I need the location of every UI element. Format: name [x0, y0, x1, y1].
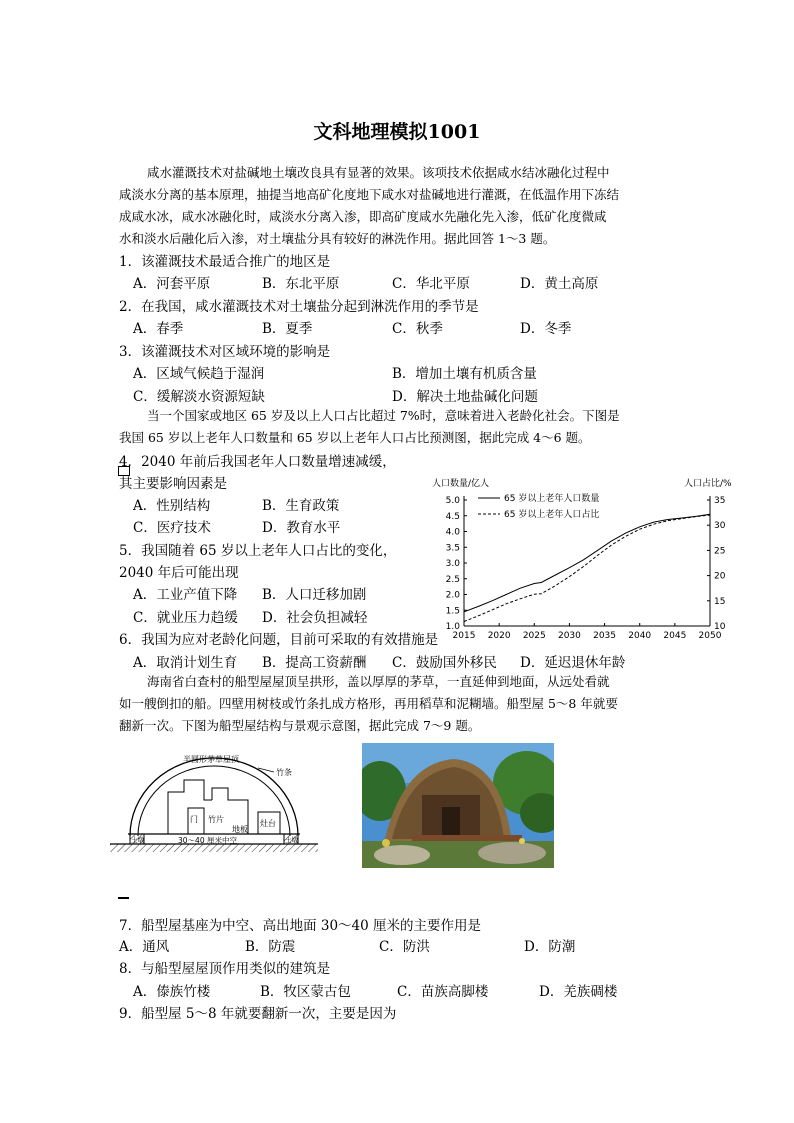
- photo-deck: [412, 835, 522, 841]
- y-right-tick-label: 30: [714, 521, 726, 532]
- label-floor: 地板: [232, 825, 248, 834]
- label-bamboo-strip: 竹条: [276, 768, 292, 777]
- q1-option-b[interactable]: B．东北平原: [262, 276, 340, 292]
- q4-option-d[interactable]: D．教育水平: [262, 520, 341, 536]
- q2-option-c[interactable]: C．秋季: [392, 321, 443, 337]
- y-left-tick-label: 4.0: [445, 527, 460, 538]
- q5-option-a[interactable]: A．工业产值下降: [133, 587, 238, 603]
- label-hollow: 30～40 厘米中空: [178, 836, 237, 845]
- q2-option-d[interactable]: D．冬季: [520, 321, 572, 337]
- y-axis-left-title: 人口数量/亿人: [432, 479, 490, 489]
- intro-2-line-2: 我国 65 岁以上老年人口数量和 65 岁以上老年人口占比预测图，据此完成 4～6 题。: [119, 430, 591, 445]
- x-tick-label: 2045: [663, 631, 687, 641]
- label-door: 门: [190, 815, 198, 824]
- x-tick-label: 2040: [628, 631, 652, 641]
- q7-option-c[interactable]: C．防洪: [379, 939, 430, 955]
- q5-stem-line-1: 5．我国随着 65 岁以上老年人口占比的变化，: [119, 543, 397, 559]
- q1-option-d[interactable]: D．黄土高原: [520, 276, 599, 292]
- legend-label-2: 65 岁以上老年人口占比: [504, 510, 600, 520]
- photo-rocks-right: [478, 842, 546, 864]
- q9-stem: 9．船型屋 5～8 年就要翻新一次，主要是因为: [119, 1006, 397, 1022]
- y-left-tick-label: 5.0: [445, 496, 460, 506]
- boat-house-structure-diagram: [108, 748, 320, 858]
- label-bamboo-piece: 竹片: [208, 815, 224, 824]
- label-stove: 灶台: [260, 819, 276, 828]
- q8-option-c[interactable]: C．苗族高脚楼: [397, 984, 489, 1000]
- y-right-tick-label: 10: [714, 622, 726, 632]
- q8-stem: 8．与船型屋屋顶作用类似的建筑是: [119, 961, 331, 977]
- intro-1-line-1: 咸水灌溉技术对盐碱地土壤改良具有显著的效果。该项技术依据咸水结冰融化过程中: [147, 165, 610, 180]
- photo-flower: [382, 839, 390, 847]
- q7-option-a[interactable]: A．通风: [119, 939, 170, 955]
- y-right-tick-label: 35: [714, 496, 726, 506]
- x-tick-label: 2035: [593, 631, 617, 641]
- q5-option-c[interactable]: C．就业压力趋缓: [133, 610, 238, 626]
- q3-option-a[interactable]: A．区域气候趋于湿润: [133, 366, 265, 382]
- q3-option-d[interactable]: D．解决土地盐碱化问题: [392, 389, 538, 405]
- y-axis-right-title: 人口占比/%: [684, 479, 732, 489]
- label-right-pier: 土墩: [285, 836, 298, 844]
- photo-rocks: [374, 845, 430, 865]
- y-left-tick-label: 2.0: [445, 590, 460, 601]
- q1-stem: 1．该灌溉技术最适合推广的地区是: [119, 254, 331, 270]
- q5-option-d[interactable]: D．社会负担减轻: [262, 610, 368, 626]
- q6-option-d[interactable]: D．延迟退休年龄: [520, 655, 626, 671]
- q7-stem: 7．船型屋基座为中空、高出地面 30～40 厘米的主要作用是: [119, 918, 482, 934]
- y-left-tick-label: 3.0: [445, 559, 460, 569]
- q4-stem-line-1: 4．2040 年前后我国老年人口数量增速减缓，: [119, 454, 396, 470]
- intro-3-line-3: 翻新一次。下图为船型屋结构与景观示意图，据此完成 7～9 题。: [119, 718, 481, 733]
- ground-hatch: [110, 844, 318, 852]
- intro-1-line-2: 咸淡水分离的基本原理，抽提当地高矿化度地下咸水对盐碱地进行灌溉，在低温作用下冻结: [119, 187, 620, 202]
- q1-option-a[interactable]: A．河套平原: [133, 276, 211, 292]
- y-left-tick-label: 4.5: [445, 511, 460, 522]
- y-right-tick-label: 25: [714, 546, 726, 557]
- q7-option-b[interactable]: B．防震: [245, 939, 296, 955]
- q8-option-d[interactable]: D．羌族碉楼: [539, 984, 618, 1000]
- q3-option-c[interactable]: C．缓解淡水资源短缺: [133, 389, 265, 405]
- boat-house-photo: [362, 743, 554, 868]
- q4-stem-line-2: 其主要影响因素是: [119, 476, 227, 492]
- q5-option-b[interactable]: B．人口迁移加剧: [262, 587, 367, 603]
- y-right-tick-label: 15: [714, 596, 726, 607]
- y-right-tick-label: 20: [714, 571, 726, 582]
- q6-stem: 6．我国为应对老龄化问题，目前可采取的有效措施是: [119, 632, 439, 648]
- q4-option-b[interactable]: B．生育政策: [262, 498, 340, 514]
- x-tick-label: 2050: [698, 631, 722, 641]
- q6-option-b[interactable]: B．提高工资薪酬: [262, 655, 367, 671]
- series-line-1: [464, 514, 710, 612]
- q3-option-b[interactable]: B．增加土壤有机质含量: [392, 366, 537, 382]
- q8-option-b[interactable]: B．牧区蒙古包: [260, 984, 351, 1000]
- q3-stem: 3．该灌溉技术对区域环境的影响是: [119, 344, 331, 360]
- q4-option-c[interactable]: C．医疗技术: [133, 520, 211, 536]
- intro-1-line-3: 成咸水冰，咸水冰融化时，咸淡水分离入渗，即高矿度咸水先融化先入渗，低矿化度微咸: [119, 209, 607, 224]
- x-tick-label: 2020: [487, 631, 511, 641]
- legend-label-1: 65 岁以上老年人口数量: [504, 494, 600, 504]
- aging-population-chart: [420, 474, 750, 649]
- q6-option-a[interactable]: A．取消计划生育: [133, 655, 238, 671]
- intro-3-line-1: 海南省白查村的船型屋屋顶呈拱形，盖以厚厚的茅草，一直延伸到地面，从远处看就: [147, 674, 610, 689]
- x-tick-label: 2030: [557, 631, 581, 641]
- q5-stem-line-2: 2040 年后可能出现: [119, 565, 239, 581]
- q2-stem: 2．在我国，咸水灌溉技术对土壤盐分起到淋洗作用的季节是: [119, 299, 479, 315]
- divider-mark: [118, 897, 129, 899]
- x-tick-label: 2025: [522, 631, 546, 641]
- q1-option-c[interactable]: C．华北平原: [392, 276, 470, 292]
- x-tick-label: 2015: [452, 631, 476, 641]
- page-title: 文科地理模拟1001: [313, 121, 481, 143]
- label-roof: 半圆形茅草屋顶: [183, 755, 239, 764]
- y-left-tick-label: 1.5: [445, 606, 460, 617]
- y-left-tick-label: 2.5: [445, 574, 460, 585]
- y-left-tick-label: 1.0: [445, 622, 460, 632]
- intro-1-line-4: 水和淡水后融化后入渗，对土壤盐分具有较好的淋洗作用。据此回答 1～3 题。: [119, 231, 556, 246]
- q7-option-d[interactable]: D．防潮: [524, 939, 576, 955]
- intro-2-line-1: 当一个国家或地区 65 岁及以上人口占比超过 7%时，意味着进入老龄化社会。下图是: [147, 408, 620, 423]
- q2-option-a[interactable]: A．春季: [133, 321, 184, 337]
- photo-flower-2: [519, 838, 525, 844]
- interior-partition-left: [168, 780, 212, 834]
- q6-option-c[interactable]: C．鼓励国外移民: [392, 655, 497, 671]
- series-line-2: [464, 515, 710, 621]
- q4-option-a[interactable]: A．性别结构: [133, 498, 211, 514]
- q2-option-b[interactable]: B．夏季: [262, 321, 313, 337]
- label-left-pier: 土墩: [131, 836, 144, 844]
- q8-option-a[interactable]: A．傣族竹楼: [133, 984, 211, 1000]
- intro-3-line-2: 如一艘倒扣的船。四壁用树枝或竹条扎成方格形，再用稻草和泥糊墙。船型屋 5～8 年就要: [119, 696, 618, 711]
- y-left-tick-label: 3.5: [445, 543, 460, 554]
